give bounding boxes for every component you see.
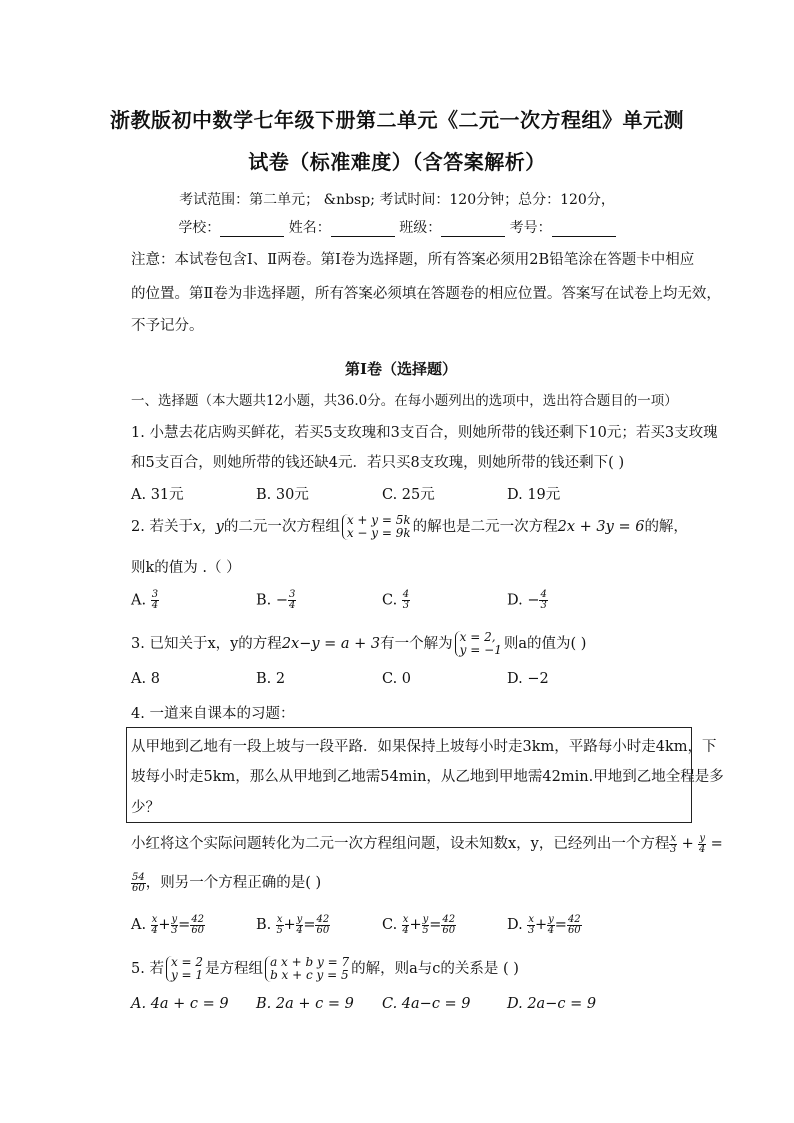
q5-mid: 是方程组	[205, 961, 264, 977]
q4-b-label: B.	[256, 917, 272, 933]
q4-a-label: A.	[131, 917, 147, 933]
q4-intro: 4. 一道来自课本的习题：	[131, 706, 295, 722]
q1-line2: 和5支百合，则她所带的钱还缺4元．若只买8支玫瑰，则她所带的钱还剩下( )	[131, 455, 625, 471]
q2-eq3: 2x + 3y = 6	[557, 519, 645, 535]
q4-eq-frac-x: $\frac{x}{3}$	[670, 832, 677, 855]
school-blank	[220, 222, 284, 237]
q4-box-line3: 少？	[131, 800, 160, 816]
q4-b-rd: 60	[316, 924, 330, 936]
q4-c-rd: 60	[442, 924, 456, 936]
q5-line	[131, 954, 691, 984]
q2-line2: 则k的值为 .（ ）	[131, 560, 241, 576]
q4-rhs-num: 54	[132, 871, 145, 883]
q4-option-c[interactable]: C. $\frac{x}{4}$ + $\frac{y}{5}$ = $\frac{42}{60}$	[382, 913, 456, 936]
q2-d-num: 4	[540, 589, 547, 600]
q2-option-d[interactable]	[507, 590, 548, 611]
section-title: 第Ⅰ卷（选择题）	[344, 360, 458, 378]
section-heading: 一、选择题（本大题共12小题，共36.0分。在每小题列出的选项中，选出符合题目的一项）	[131, 393, 678, 409]
exam-title-line1: 浙教版初中数学七年级下册第二单元《二元一次方程组》单元测	[110, 108, 684, 132]
q3-mid: 有一个解为	[380, 636, 453, 652]
q4-a-x: x	[151, 913, 158, 925]
q3-option-d[interactable]: D. −2	[507, 671, 549, 687]
q2-a-den: 4	[151, 600, 159, 611]
q3-eq: 2x−y = a + 3	[281, 636, 381, 652]
q4-eq-rhs	[131, 873, 146, 894]
q5-s2: y = 1	[170, 968, 204, 982]
q2-a-num: 3	[151, 589, 159, 600]
q4-after1: 小红将这个实际问题转化为二元一次方程组问题，设未知数x，y，已经列出一个方程	[131, 836, 670, 852]
q2-c-num: 4	[402, 589, 410, 600]
q2-d-sign: −	[527, 592, 540, 609]
q1-option-d[interactable]: D. 19元	[507, 487, 561, 503]
q4-box-line2: 坡每小时走5km，那么从甲地到乙地需54min，从乙地到甲地需42min.甲地到乙地全程是多	[131, 769, 724, 785]
q5-option-c[interactable]: C. 4a−c = 9	[382, 996, 471, 1012]
q4-eq-frac-y: $\frac{y}{4}$	[699, 832, 706, 855]
q4-box-line1: 从甲地到乙地有一段上坡与一段平路．如果保持上坡每小时走3km，平路每小时走4km，下	[131, 739, 717, 755]
q2-end: 的解，	[644, 519, 688, 535]
q4-d-label: D.	[507, 917, 523, 933]
q5-option-a[interactable]: A. 4a + c = 9	[131, 996, 229, 1012]
q5-prefix: 5. 若	[131, 961, 164, 977]
q3-option-b[interactable]: B. 2	[256, 671, 286, 687]
id-blank	[552, 222, 616, 237]
q4-a-xd: 4	[151, 924, 158, 936]
class-label: 班级：	[399, 220, 442, 236]
q2-b-label: B.	[256, 592, 272, 609]
q2-a-frac	[151, 590, 159, 611]
q5-option-b[interactable]: B. 2a + c = 9	[256, 996, 354, 1012]
q4-d-yd: 4	[547, 924, 555, 936]
q4-textbook-box	[126, 727, 724, 823]
q2-b-num: 3	[289, 589, 296, 600]
q2-c-frac	[402, 590, 410, 611]
q5-solution	[166, 956, 203, 982]
q4-c-xd: 4	[402, 924, 409, 936]
q2-option-b[interactable]	[256, 590, 296, 611]
q3-sol2: y = −1	[459, 643, 502, 657]
q4-option-d[interactable]: D. $\frac{x}{3}$ + $\frac{y}{4}$ = $\frac{42}{60}$	[507, 913, 581, 936]
q2-c-label: C.	[382, 592, 398, 609]
notice-line3: 不予记分。	[131, 318, 204, 334]
notice-line2: 的位置。第Ⅱ卷为非选择题，所有答案必须填在答题卷的相应位置。答案写在试卷上均无效，	[131, 286, 721, 302]
q4-c-label: C.	[382, 917, 398, 933]
q5-suffix: 的解，则a与c的关系是 ( )	[351, 961, 519, 977]
q5-e2: b x + c y = 5	[270, 968, 349, 982]
student-info-row	[120, 217, 674, 237]
q4-option-b[interactable]: B. $\frac{x}{5}$ + $\frac{y}{4}$ = $\frac{42}{60}$	[256, 913, 330, 936]
q4-c-r: 42	[442, 913, 456, 925]
q4-d-x: x	[528, 913, 534, 925]
q4-option-a[interactable]: A. $\frac{x}{4}$ + $\frac{y}{3}$ = $\frac{42}{60}$	[131, 913, 205, 936]
q2-system	[342, 514, 411, 540]
q4-a-r: 42	[191, 913, 205, 925]
q1-option-c[interactable]: C. 25元	[382, 487, 435, 503]
q4-after-line1: 小红将这个实际问题转化为二元一次方程组问题，设未知数x，y，已经列出一个方程 $\frac{x}{3}$ + $\frac{y}{4}$ =	[131, 832, 723, 855]
q2-a-label: A.	[131, 592, 147, 609]
q2-option-c[interactable]	[382, 590, 410, 611]
q2-b-frac	[288, 590, 296, 611]
q2-option-a[interactable]	[131, 590, 159, 611]
q3-solution	[455, 631, 502, 657]
q3-suffix: 则a的值为( )	[503, 636, 587, 652]
q2-d-den: 3	[540, 600, 547, 611]
q4-c-x: x	[402, 913, 409, 925]
q1-option-a[interactable]: A. 31元	[131, 487, 184, 503]
q4-a-yd: 3	[171, 924, 178, 936]
q3-prefix: 3. 已知关于x，y的方程	[131, 636, 282, 652]
q4-after-line2	[131, 871, 691, 895]
q2-prefix: 2. 若关于	[131, 519, 193, 535]
q4-rhs-den: 60	[132, 882, 145, 894]
q3-option-a[interactable]: A. 8	[131, 671, 160, 687]
q4-b-xd: 5	[276, 924, 283, 936]
q4-d-xd: 3	[527, 924, 535, 936]
q2-vars: x，y	[192, 519, 224, 535]
q4-after2-tail: ，则另一个方程正确的是( )	[145, 875, 322, 891]
q5-system	[265, 956, 349, 982]
q5-option-d[interactable]: D. 2a−c = 9	[507, 996, 597, 1012]
q3-line	[131, 629, 691, 659]
q4-b-yd: 4	[296, 924, 303, 936]
q4-a-rd: 60	[191, 924, 205, 936]
q4-b-y: y	[296, 913, 303, 925]
q2-b-sign: −	[275, 592, 289, 609]
q4-c-y: y	[422, 913, 429, 925]
exam-title-line2: 试卷（标准难度）（含答案解析）	[248, 150, 546, 174]
q4-b-x: x	[276, 913, 283, 925]
q1-option-b[interactable]: B. 30元	[256, 487, 309, 503]
q3-sol1: x = 2,	[459, 630, 496, 644]
q4-d-rd: 60	[567, 924, 581, 936]
name-label: 姓名：	[288, 220, 331, 236]
name-blank	[331, 222, 395, 237]
q1-line1: 1. 小慧去花店购买鲜花，若买5支玫瑰和3支百合，则她所带的钱还剩下10元；若买3支玫瑰	[131, 425, 718, 441]
q2-b-den: 4	[289, 600, 296, 611]
q2-eq1: x + y = 5k	[346, 513, 411, 527]
q2-mid: 的二元一次方程组	[223, 519, 340, 535]
exam-meta: 考试范围：第二单元； &nbsp; 考试时间：120分钟；总分：120分，	[179, 192, 615, 208]
q2-eq2: x − y = 9k	[346, 526, 411, 540]
class-blank	[441, 222, 505, 237]
id-label: 考号：	[509, 220, 552, 236]
q3-option-c[interactable]: C. 0	[382, 671, 412, 687]
q2-c-den: 3	[402, 600, 410, 611]
q2-d-frac	[539, 590, 547, 611]
q2-d-label: D.	[507, 592, 523, 609]
q4-d-r: 42	[567, 913, 581, 925]
q5-s1: x = 2	[170, 955, 204, 969]
notice-line1: 注意：本试卷包含Ⅰ、Ⅱ两卷。第Ⅰ卷为选择题，所有答案必须用2B铅笔涂在答题卡中相应	[131, 252, 695, 268]
q4-c-yd: 5	[422, 924, 429, 936]
q2-suffix: 的解也是二元一次方程	[412, 519, 558, 535]
q2-line1	[131, 512, 691, 542]
school-label: 学校：	[178, 220, 221, 236]
q5-e1: a x + b y = 7	[270, 955, 350, 969]
q4-d-y: y	[548, 913, 554, 925]
q4-b-r: 42	[316, 913, 330, 925]
q4-a-y: y	[171, 913, 178, 925]
